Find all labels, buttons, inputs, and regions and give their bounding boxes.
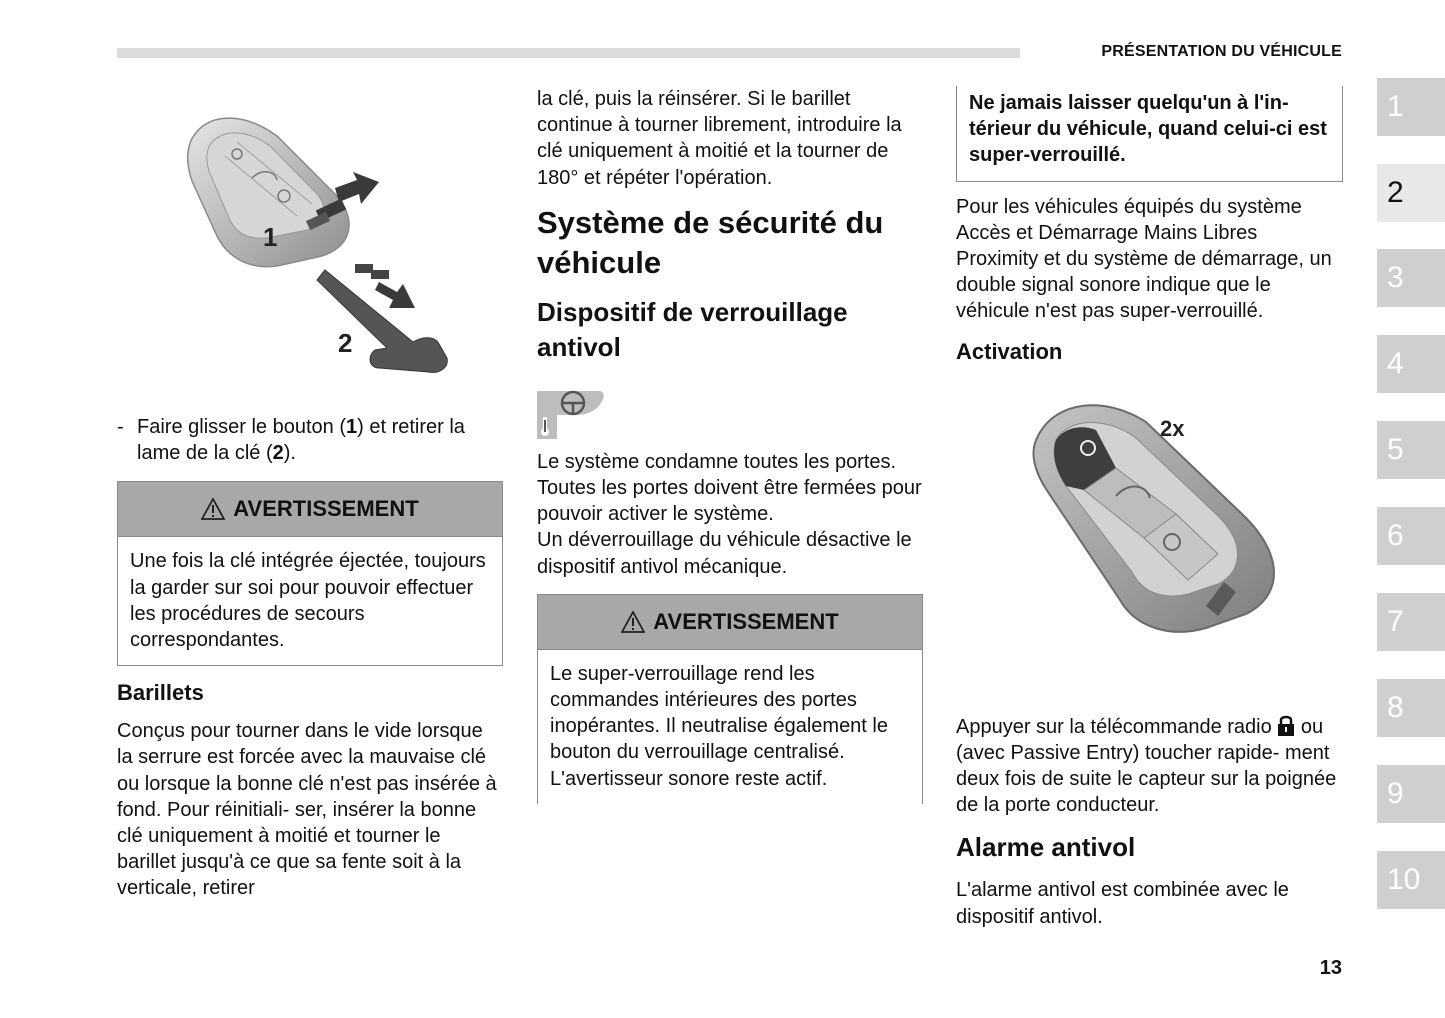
chapter-tab-6[interactable]: 6 — [1377, 507, 1445, 565]
column-right — [956, 86, 1343, 930]
activation-heading: Activation — [956, 338, 1063, 364]
chapter-tab-3[interactable]: 3 — [1377, 249, 1445, 307]
antivol-paragraph-3: Un déverrouillage du véhicule désactive le dispositif antivol mécanique. — [537, 529, 912, 578]
page-number: 13 — [1319, 957, 1342, 979]
section-title: PRÉSENTATION DU VÉHICULE — [1101, 43, 1342, 60]
lock-icon — [1277, 714, 1295, 736]
chapter-tab-10[interactable]: 10 — [1377, 851, 1445, 909]
warning-triangle-icon — [621, 611, 645, 633]
steering-lock-icon — [537, 387, 605, 439]
press-text: Appuyer sur la télécommande radio ou (avec Passive Entry) toucher rapide- ment deux fois de suite le capteur sur la poignée de la porte conducteur. — [956, 715, 1337, 817]
chapter-tab-1[interactable]: 1 — [1377, 78, 1445, 136]
column-left — [117, 86, 503, 902]
header-rule — [117, 48, 1020, 58]
chapter-tab-7[interactable]: 7 — [1377, 593, 1445, 651]
barillets-heading: Barillets — [117, 680, 204, 706]
warning-text: Une fois la clé intégrée éjectée, toujours la garder sur soi pour pouvoir effectuer les procédures de secours correspondantes. — [130, 550, 486, 652]
chapter-tab-8[interactable]: 8 — [1377, 679, 1445, 737]
proximity-text: Pour les véhicules équipés du système Accès et Démarrage Mains Libres Proximity et du système de démarrage, un double signal sonore indique que le véhicule n'est pas super-verrouillé. — [956, 195, 1332, 323]
warning-box — [117, 481, 503, 666]
figure-callout-1: 1 — [263, 222, 278, 252]
warning-triangle-icon — [201, 498, 225, 520]
remote-fob-figure — [956, 386, 1343, 706]
antivol-paragraph-2: Toutes les portes doivent être fermées pour pouvoir activer le système. — [537, 477, 922, 526]
key-blade-figure — [117, 86, 503, 386]
security-heading: Système de sécurité du véhicule — [537, 204, 884, 280]
warning-header: AVERTISSEMENT — [538, 595, 922, 650]
alarm-heading: Alarme antivol — [956, 832, 1136, 863]
continuation-text: la clé, puis la réinsérer. Si le barillet continue à tourner librement, introduire la clé uniquement à moitié et la tourner de 180° et répéter l'opération. — [537, 88, 902, 189]
alarm-text: L'alarme antivol est combinée avec le dispositif antivol. — [956, 879, 1289, 928]
chapter-tab-5[interactable]: 5 — [1377, 421, 1445, 479]
warning-continued: Ne jamais laisser quelqu'un à l'in- térieur du véhicule, quand celui-ci est super-verrouillé. — [956, 86, 1343, 182]
chapter-tab-9[interactable]: 9 — [1377, 765, 1445, 823]
chapter-tab-4[interactable]: 4 — [1377, 335, 1445, 393]
figure-label-2x: 2x — [1160, 415, 1185, 441]
antivol-heading: Dispositif de verrouillage antivol — [537, 296, 848, 362]
list-item: - Faire glisser le bouton (1) et retirer la lame de la clé (2). — [117, 416, 465, 465]
barillets-text: Conçus pour tourner dans le vide lorsque la serrure est forcée avec la mauvaise clé ou lorsque la bonne clé n'est pas insérée à fond. Pour réinitiali- ser, insérer la bonne clé uniquement à moitié et tourner le barillet jusqu'à ce que sa fente soit à la verticale, retirer — [117, 720, 497, 900]
chapter-tab-2[interactable]: 2 — [1377, 164, 1445, 222]
column-middle — [537, 86, 923, 804]
figure-callout-2: 2 — [338, 328, 353, 358]
warning-text: Le super-verrouillage rend les commandes intérieures des portes inopérantes. Il neutralise également le bouton du verrouillage centralisé. L'avertisseur sonore reste actif. — [550, 662, 888, 790]
warning-header: AVERTISSEMENT — [118, 482, 502, 537]
warning-box — [537, 594, 923, 804]
antivol-paragraph-1: Le système condamne toutes les portes. — [537, 450, 897, 473]
